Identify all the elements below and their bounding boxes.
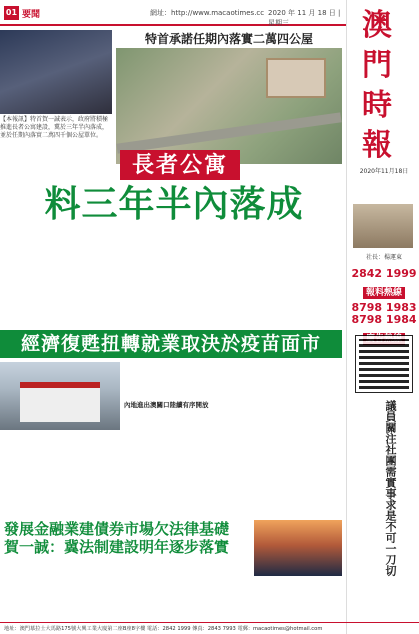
building-facade	[20, 382, 100, 422]
mid-subhead: 內地進出澳關口陸續有序開放	[124, 401, 209, 409]
bottom-headline-2: 賀一誠：冀法制建設明年逐步落實	[4, 538, 230, 556]
hotline-label-1: 報料熱線	[363, 287, 405, 299]
footer: 地址：澳門慕拉士大馬路175號大興工業大廈第二座B座8字樓 電話：2842 1999 傳真：2843 7993 電郵：macaotimes@hotmail.com	[0, 622, 419, 634]
mid-headline-band: 經濟復甦扭轉就業取決於疫苗面市	[0, 330, 342, 358]
aerial-photo	[116, 48, 342, 164]
page-number: 01	[4, 6, 19, 20]
lead-caption: 【本報訊】特首賀一誠表示，政府將積極推進長者公寓建設，冀於三年半內落成，並於任期內落實二萬四千個公屋單位。	[0, 116, 109, 139]
bottom-headline-1: 發展金融業建債券市場欠法律基礎	[4, 520, 230, 538]
website-url[interactable]: 網址：http://www.macaotimes.cc	[150, 9, 265, 17]
hotline-phone-2: 8798 1983	[351, 301, 417, 314]
top-strip	[0, 0, 346, 26]
masthead	[346, 0, 419, 634]
top-headline: 特首承諾任期內落實二萬四公屋	[144, 32, 313, 46]
lead-banner-main: 料三年半內落成	[44, 183, 304, 225]
masthead-issue-date: 2020年11月18日	[359, 168, 409, 175]
hotline-phone-1: 2842 1999	[351, 267, 417, 280]
hotline-phone-3: 8798 1984	[351, 313, 417, 326]
section-label: 要聞	[22, 10, 41, 20]
side-headline-main: 議員關注社團需實事求是不可一刀切	[384, 400, 397, 576]
government-building-photo	[0, 362, 120, 430]
aerial-building	[266, 58, 326, 98]
city-night-photo	[254, 520, 342, 576]
issue-date: 2020 年 11 月 18 日 | 星期三	[268, 9, 341, 27]
lead-photo	[0, 30, 112, 114]
masthead-editor: 社長：楊運東	[365, 254, 402, 261]
newspaper-logo: 澳門時報	[362, 8, 392, 163]
side-headline	[353, 400, 413, 600]
qr-code-icon	[356, 336, 412, 392]
lead-banner-red: 長者公寓	[120, 150, 240, 180]
aerial-road	[116, 112, 341, 153]
masthead-photo	[353, 204, 413, 248]
